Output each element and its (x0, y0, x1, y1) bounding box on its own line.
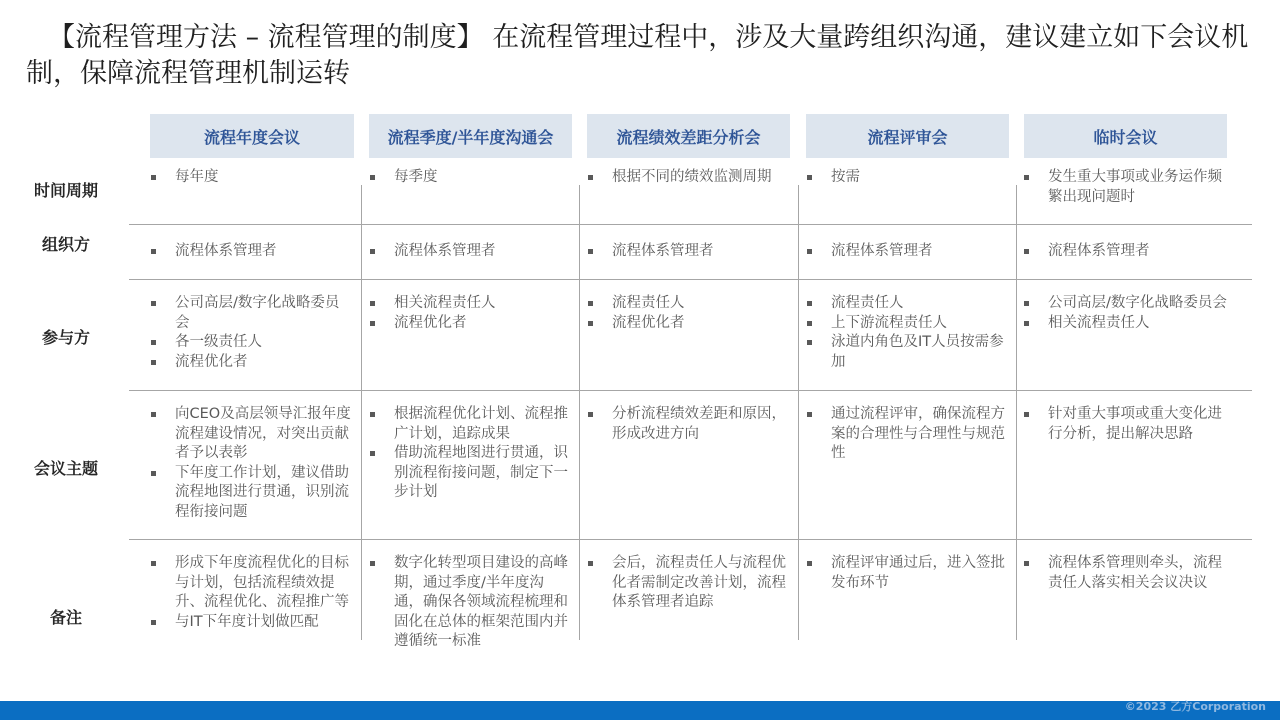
list-item: 分析流程绩效差距和原因，形成改进方向 (585, 405, 788, 444)
table-cell (148, 242, 351, 262)
bullet-list (148, 405, 351, 522)
table-cell (585, 242, 788, 262)
column-header-review: 流程评审会 (806, 114, 1009, 158)
list-item: 流程体系管理者 (148, 242, 351, 262)
bullet-list (148, 168, 351, 188)
table-cell (367, 405, 570, 503)
list-item: 流程评审通过后，进入签批发布环节 (804, 554, 1014, 593)
column-header-annual: 流程年度会议 (150, 114, 354, 158)
list-item: 每季度 (367, 168, 570, 188)
row-divider (129, 390, 1252, 391)
list-item: 根据不同的绩效监测周期 (585, 168, 788, 188)
list-item: 泳道内角色及IT人员按需参加 (804, 333, 1014, 372)
table-cell (148, 554, 351, 632)
bullet-list (367, 242, 570, 262)
table-cell (367, 242, 570, 262)
bullet-list (1021, 168, 1231, 207)
bullet-list (367, 554, 570, 652)
column-divider (361, 185, 362, 640)
bullet-list (367, 294, 570, 333)
bullet-list (148, 294, 351, 372)
bullet-list (804, 242, 1014, 262)
column-divider (579, 185, 580, 640)
bullet-list (1021, 242, 1231, 262)
bullet-list (585, 242, 788, 262)
bullet-list (804, 554, 1014, 593)
list-item: 流程体系管理则牵头，流程责任人落实相关会议决议 (1021, 554, 1231, 593)
table-cell (367, 168, 570, 188)
table-cell (585, 294, 788, 333)
bullet-list (804, 294, 1014, 372)
row-divider (129, 539, 1252, 540)
list-item: 流程体系管理者 (804, 242, 1014, 262)
table-cell (367, 294, 570, 333)
list-item: 下年度工作计划，建议借助流程地图进行贯通，识别流程衔接问题 (148, 464, 351, 523)
list-item: 借助流程地图进行贯通，识别流程衔接问题，制定下一步计划 (367, 444, 570, 503)
list-item: 针对重大事项或重大变化进行分析，提出解决思路 (1021, 405, 1231, 444)
table-cell (585, 405, 788, 444)
bullet-list (1021, 554, 1231, 593)
bullet-list (804, 168, 1014, 188)
table-cell (148, 405, 351, 522)
list-item: 流程优化者 (148, 353, 351, 373)
list-item: 流程责任人 (585, 294, 788, 314)
bullet-list (148, 554, 351, 632)
table-cell (148, 294, 351, 372)
copyright-text: ©2023 乙方Corporation (1124, 700, 1266, 713)
column-header-performance-gap: 流程绩效差距分析会 (587, 114, 790, 158)
column-divider (1016, 185, 1017, 640)
list-item: 流程责任人 (804, 294, 1014, 314)
row-divider (129, 224, 1252, 225)
page-title: 【流程管理方法 – 流程管理的制度】 在流程管理过程中，涉及大量跨组织沟通，建议建立如下会议机制，保障流程管理机制运转 (26, 22, 1249, 89)
list-item: 按需 (804, 168, 1014, 188)
table-cell (1021, 294, 1231, 333)
list-item: 相关流程责任人 (1021, 314, 1231, 334)
row-label-organizer: 组织方 (41, 235, 90, 254)
bullet-list (585, 554, 788, 613)
list-item: 流程体系管理者 (367, 242, 570, 262)
list-item: 各一级责任人 (148, 333, 351, 353)
table-cell (804, 405, 1014, 464)
table-cell (804, 242, 1014, 262)
table-cell (585, 168, 788, 188)
bullet-list (148, 242, 351, 262)
table-cell (1021, 242, 1231, 262)
bullet-list (367, 405, 570, 503)
table-cell (585, 554, 788, 613)
table-cell (1021, 168, 1231, 207)
footer-bar (0, 701, 1280, 720)
list-item: 流程优化者 (367, 314, 570, 334)
column-divider (798, 185, 799, 640)
list-item: 发生重大事项或业务运作频繁出现问题时 (1021, 168, 1231, 207)
column-header-quarterly: 流程季度/半年度沟通会 (369, 114, 572, 158)
row-label-notes: 备注 (49, 608, 82, 627)
bullet-list (367, 168, 570, 188)
bullet-list (585, 168, 788, 188)
table-cell (148, 168, 351, 188)
list-item: 流程体系管理者 (1021, 242, 1231, 262)
list-item: 流程优化者 (585, 314, 788, 334)
table-cell (804, 554, 1014, 593)
bullet-list (585, 405, 788, 444)
bullet-list (804, 405, 1014, 464)
bullet-list (1021, 294, 1231, 333)
row-label-period: 时间周期 (33, 181, 98, 200)
list-item: 相关流程责任人 (367, 294, 570, 314)
list-item: 数字化转型项目建设的高峰期，通过季度/半年度沟通，确保各领域流程梳理和固化在总体的框架范围内并遵循统一标准 (367, 554, 570, 652)
table-cell (1021, 405, 1231, 444)
table-cell (1021, 554, 1231, 593)
row-label-topic: 会议主题 (33, 459, 98, 478)
column-header-adhoc: 临时会议 (1024, 114, 1227, 158)
list-item: 根据流程优化计划、流程推广计划，追踪成果 (367, 405, 570, 444)
list-item: 公司高层/数字化战略委员会 (148, 294, 351, 333)
list-item: 通过流程评审，确保流程方案的合理性与合理性与规范性 (804, 405, 1014, 464)
list-item: 与IT下年度计划做匹配 (148, 613, 351, 633)
list-item: 形成下年度流程优化的目标与计划，包括流程绩效提升、流程优化、流程推广等 (148, 554, 351, 613)
table-cell (804, 168, 1014, 188)
table-cell (367, 554, 570, 652)
list-item: 公司高层/数字化战略委员会 (1021, 294, 1231, 314)
bullet-list (1021, 405, 1231, 444)
table-cell (804, 294, 1014, 372)
list-item: 上下游流程责任人 (804, 314, 1014, 334)
bullet-list (585, 294, 788, 333)
list-item: 流程体系管理者 (585, 242, 788, 262)
list-item: 会后，流程责任人与流程优化者需制定改善计划，流程体系管理者追踪 (585, 554, 788, 613)
list-item: 每年度 (148, 168, 351, 188)
row-divider (129, 279, 1252, 280)
row-label-participants: 参与方 (41, 328, 90, 347)
list-item: 向CEO及高层领导汇报年度流程建设情况，对突出贡献者予以表彰 (148, 405, 351, 464)
